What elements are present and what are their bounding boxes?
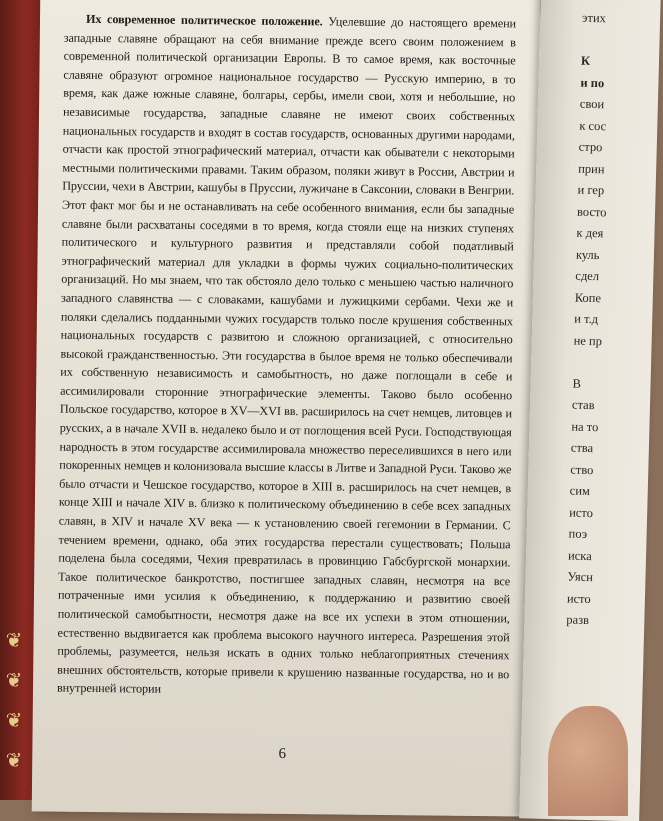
right-page-line: этих [581, 10, 607, 26]
right-page-line: поэ [568, 526, 588, 541]
finger [548, 706, 628, 816]
paragraph: Уцелевшие до настоящего времени западные славяне обращают на себя внимание прежде всего своим положением в современной политической организации Европы. В то самое время, как восточные славяне образуют огромное национальное государство — Русскую империю, в то время, как даже южные славяне, болгары, сербы, имели свои, хотя и небольшие, но независимые государства, западные славяне не имеют своих собственных национальных государств и входят в состав государств, основанных другими народами, отчасти как простой этнографический материал, отчасти как обыватели с некоторыми местными политическими правами. Таким образом, поляки живут в России, Австрии и Пруссии, чехи в Австрии, кашубы в Пруссии, лужичане в Саксонии, словаки в Венгрии. Этот факт мог бы и не останавливать на себе особенного внимания, если бы западные славяне были расхватаны соседями в то время, когда стояли еще на низких ступенях политического и культурного развития и представляли собой податливый этнографический материал для укладки в формы чужих социально-политических организаций. Но мы знаем, что так обстояло дело только с меньшею частью наличного западного славянства — с словаками, кашубами и лужицкими сербами. Чехи же и поляки сделались подданными чужих государств только после крушения собственных национальных государств с развитою и сложною организацией, с относительно высокой гражданственностью. Эти государства в былое время не только обеспечивали их собственную независимость и самобытность, но даже поглощали в себе и ассимилировали сторонние этнографические элементы. Таково было особенно Польское государство, которое в XV—XVI вв. расширилось на счет немцев, литовцев и русских, а в начале XVII в. недалеко было и от поглощения всей Руси. Господствующая народность в этом государстве ассимилировала множество переселившихся в него или покоренных немцев и колонизовала высшие классы в Литве и Западной Руси. Таково же было отчасти и Чешское государство, которое в XIII в. расширилось на счет немцев, в конце XIII и начале XIV в. близко к политическому объединению в себе всех западных славян, в XIV и начале XV века — к установлению своей гегемонии в Германии. С течением времени, однако, оба этих государства перестали существовать; Польша поделена была соседями, Чехия превратилась в провинцию Габсбургской монархии. Такое политическое банкротство, постигшее западных славян, несмотря на все потраченные ими усилия к объединению, к поддержанию и развитию своей политической самобытности, несмотря даже на все их успехи в этом отношении, естественно выдвигается как проблема высокого научного интереса. Разрешения этой проблемы, разумеется, нельзя искать в одних только неблагоприятных стечениях внешних обстоятельств, которые привели к крушению названные государства, но и во внутренней истории [56, 14, 517, 697]
right-page-line [573, 352, 654, 376]
right-page-line: и т.д [574, 311, 599, 327]
right-page-line: восто [576, 204, 607, 219]
section-heading: Их современное политическое положение. [85, 11, 323, 29]
right-page-line [565, 652, 646, 676]
right-page-line: иска [567, 547, 592, 563]
ornament-glyph-icon: ❦ [5, 669, 23, 692]
right-page-line: ство [570, 462, 594, 477]
right-page-line: Уясн [567, 569, 594, 585]
right-page-text-fragments [562, 8, 662, 784]
right-page-line: сим [569, 483, 591, 499]
right-page-line: ства [570, 440, 594, 456]
right-page-line [564, 674, 645, 698]
right-page-line: на то [571, 419, 599, 434]
body-text [57, 10, 516, 703]
left-page [32, 0, 541, 817]
right-page-line: сдел [575, 268, 600, 284]
right-page-line: и по [580, 75, 605, 90]
right-page-line: прин [578, 161, 605, 176]
right-page-line [566, 631, 647, 655]
right-page [519, 0, 661, 821]
right-page-line: В [572, 376, 582, 391]
right-page-line: став [571, 397, 595, 413]
right-page-line: куль [575, 247, 600, 262]
right-page-line: не пр [573, 333, 603, 348]
page-number: 6 [278, 745, 287, 763]
right-page-line: стро [578, 139, 603, 155]
right-page-line: разв [566, 612, 590, 628]
right-page-line: К [580, 53, 591, 68]
right-page-line: свои [579, 96, 605, 112]
right-page-line: и гер [577, 182, 605, 198]
right-page-line: исто [569, 504, 594, 520]
right-page-line: к сос [579, 118, 607, 133]
right-page-line: к дея [576, 225, 604, 241]
right-page-line: исто [566, 590, 591, 606]
ornament-glyph-icon: ❦ [5, 709, 23, 732]
cover-ornament [0, 620, 28, 780]
right-page-line [581, 29, 662, 53]
right-page-line: Копе [574, 290, 602, 305]
ornament-glyph-icon: ❦ [5, 749, 23, 772]
ornament-glyph-icon: ❦ [5, 629, 23, 652]
